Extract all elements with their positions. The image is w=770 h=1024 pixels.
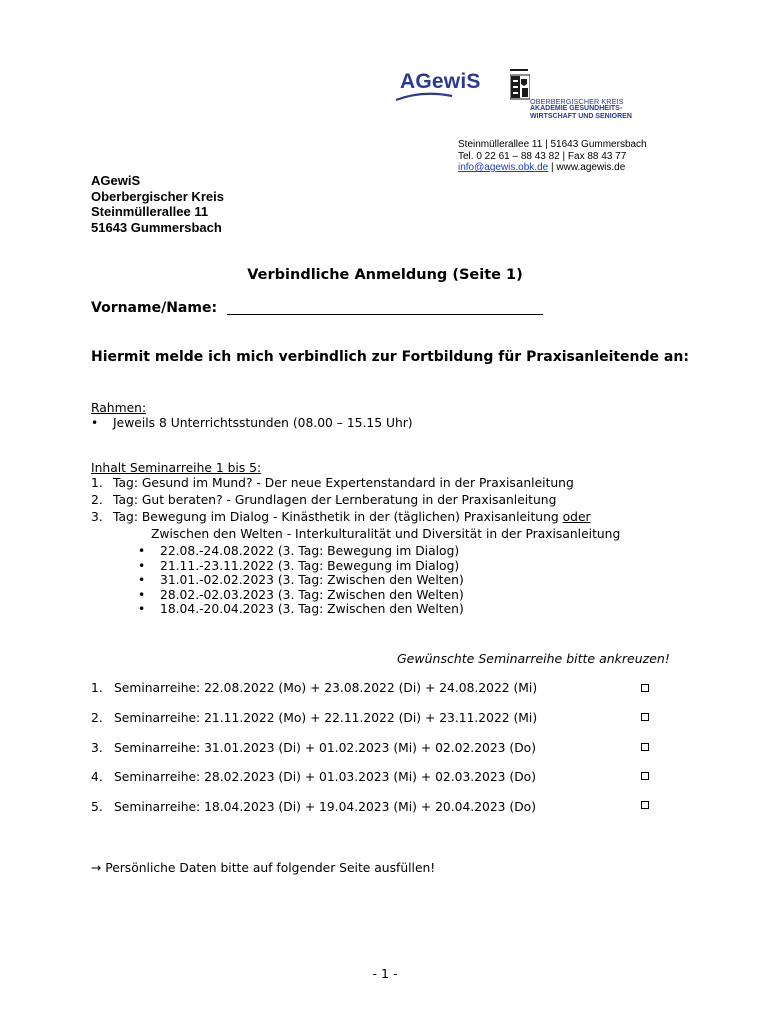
contact-links <box>458 162 625 174</box>
date-bullet: • <box>138 544 146 558</box>
next-page-note: → Persönliche Daten bitte auf folgender Seite ausfüllen! <box>91 861 436 875</box>
email-link[interactable]: info@agewis.obk.de <box>458 162 549 173</box>
date-bullet: • <box>138 587 146 602</box>
agewis-logo <box>392 66 492 106</box>
inhalt-heading: Inhalt Seminarreihe 1 bis 5: <box>91 461 262 475</box>
address-line-2: Oberbergischer Kreis <box>91 188 224 204</box>
page-number: - 1 - <box>372 966 398 981</box>
intro-text: Hiermit melde ich mich verbindlich zur Fortbildung für Praxisanleitende an: <box>91 349 689 365</box>
obk-logo <box>508 68 648 122</box>
address-line-4: 51643 Gummersbach <box>91 219 222 235</box>
seminar-num: 1. <box>91 681 103 695</box>
seminar-4-checkbox[interactable] <box>641 772 649 780</box>
date-item: 28.02.-02.03.2023 (3. Tag: Zwischen den Welten) <box>160 587 464 602</box>
inhalt-item-text: Tag: Bewegung im Dialog - Kinästhetik in der (täglichen) Praxisanleitung <box>113 510 563 524</box>
seminar-num: 2. <box>91 711 103 725</box>
seminar-option-label: Seminarreihe: 28.02.2023 (Di) + 01.03.2023 (Mi) + 02.03.2023 (Do) <box>114 770 536 784</box>
name-row <box>91 300 543 317</box>
seminar-option-label: Seminarreihe: 18.04.2023 (Di) + 19.04.2023 (Mi) + 20.04.2023 (Do) <box>114 800 536 814</box>
address-line-1: AGewiS <box>91 173 141 188</box>
seminar-option-label: Seminarreihe: 22.08.2022 (Mo) + 23.08.2022 (Di) + 24.08.2022 (Mi) <box>114 681 538 695</box>
name-input-line[interactable] <box>227 298 543 315</box>
oder-word: oder <box>562 510 591 524</box>
seminar-num: 4. <box>91 770 103 784</box>
seminar-option-label: Seminarreihe: 31.01.2023 (Di) + 01.02.2023 (Mi) + 02.02.2023 (Do) <box>114 741 536 755</box>
date-item: 21.11.-23.11.2022 (3. Tag: Bewegung im Dialog) <box>160 558 460 573</box>
crest-crown-icon <box>510 68 532 72</box>
date-bullet: • <box>138 558 146 573</box>
seminar-option-label: Seminarreihe: 21.11.2022 (Mo) + 22.11.2022 (Di) + 23.11.2022 (Mi) <box>114 711 538 725</box>
inhalt-item-num: 1. <box>91 476 103 490</box>
website-text: | www.agewis.de <box>548 162 626 173</box>
contact-address: Steinmüllerallee 11 | 51643 Gummersbach <box>458 139 647 150</box>
inhalt-item-text: Tag: Gesund im Mund? - Der neue Expertenstandard in der Praxisanleitung <box>113 476 574 490</box>
name-label: Vorname/Name: <box>91 300 218 316</box>
obk-logo-line1: OBERBERGISCHER KREIS <box>530 97 624 106</box>
inhalt-item-text: Tag: Gut beraten? - Grundlagen der Lernberatung in der Praxisanleitung <box>113 493 557 507</box>
agewis-logo-text: AGewiS <box>400 70 481 93</box>
inhalt-item-3 <box>113 510 591 525</box>
date-bullet: • <box>138 573 146 587</box>
date-bullet: • <box>138 602 146 616</box>
obk-logo-line2: AKADEMIE GESUNDHEITS- <box>530 105 623 112</box>
inhalt-item-3-continuation: Zwischen den Welten - Interkulturalität und Diversität in der Praxisanleitung <box>151 527 621 541</box>
date-item: 18.04.-20.04.2023 (3. Tag: Zwischen den Welten) <box>160 602 464 616</box>
date-item: 31.01.-02.02.2023 (3. Tag: Zwischen den Welten) <box>160 573 464 587</box>
seminar-num: 3. <box>91 741 103 755</box>
seminar-num: 5. <box>91 800 103 814</box>
date-item: 22.08.-24.08.2022 (3. Tag: Bewegung im Dialog) <box>160 544 460 558</box>
address-line-3: Steinmüllerallee 11 <box>91 204 209 219</box>
inhalt-item-num: 3. <box>91 510 103 524</box>
contact-phone: Tel. 0 22 61 – 88 43 82 | Fax 88 43 77 <box>458 150 627 162</box>
rahmen-bullet: • <box>91 416 99 430</box>
coat-of-arms-icon <box>510 72 530 102</box>
seminar-5-checkbox[interactable] <box>641 801 649 809</box>
rahmen-heading: Rahmen: <box>91 401 147 415</box>
seminar-1-checkbox[interactable] <box>641 684 649 692</box>
ankreuzen-instruction: Gewünschte Seminarreihe bitte ankreuzen! <box>397 651 670 666</box>
obk-logo-line3: WIRTSCHAFT UND SENIOREN <box>530 112 632 120</box>
seminar-2-checkbox[interactable] <box>641 713 649 721</box>
rahmen-item: Jeweils 8 Unterrichtsstunden (08.00 – 15.15 Uhr) <box>113 416 413 430</box>
seminar-3-checkbox[interactable] <box>641 743 649 751</box>
page-title: Verbindliche Anmeldung (Seite 1) <box>247 267 523 283</box>
inhalt-item-num: 2. <box>91 493 103 507</box>
